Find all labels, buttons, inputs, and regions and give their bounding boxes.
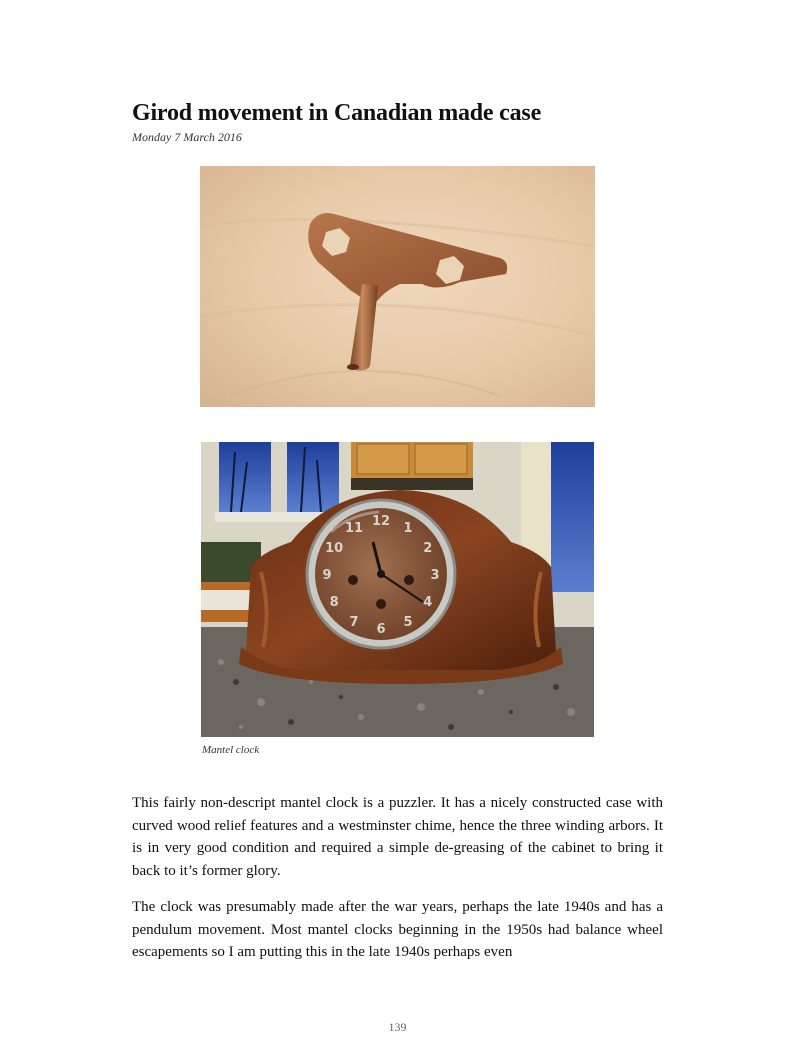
page-number: 139 — [388, 1020, 407, 1034]
clock-numeral: 7 — [349, 614, 359, 630]
clock-numeral: 2 — [423, 541, 433, 556]
clock-numeral: 9 — [322, 568, 332, 583]
clock-numeral: 6 — [376, 622, 386, 637]
clock-numeral: 8 — [329, 595, 339, 610]
mantel-clock-photo — [201, 442, 594, 737]
body-paragraph: The clock was presumably made after the war years, perhaps the late 1940s and has a pendulum movement. Most mantel clocks beginning in the 1950s had balance wheel escapements so I am putting this in the late 1940s perhaps even — [132, 899, 663, 960]
clock-numeral: 5 — [403, 614, 413, 630]
clock-numeral: 4 — [423, 595, 433, 610]
clock-numeral: 10 — [325, 541, 344, 556]
post-date: Monday 7 March 2016 — [132, 130, 242, 144]
photo-caption: Mantel clock — [202, 744, 260, 756]
clock-numeral: 3 — [430, 568, 440, 583]
page-title: Girod movement in Canadian made case — [132, 100, 542, 126]
clock-numeral: 11 — [344, 521, 364, 537]
clock-numeral: 1 — [403, 521, 413, 537]
body-paragraph: This fairly non-descript mantel clock is a puzzler. It has a nicely constructed case with curved wood relief features and a westminster chime, hence the three winding arbors. It is in very good condition and required a simple de-greasing of the cabinet to bring it back to it’s former glory. — [132, 795, 663, 879]
clock-numeral: 12 — [371, 514, 391, 529]
winding-key-photo — [200, 166, 595, 407]
